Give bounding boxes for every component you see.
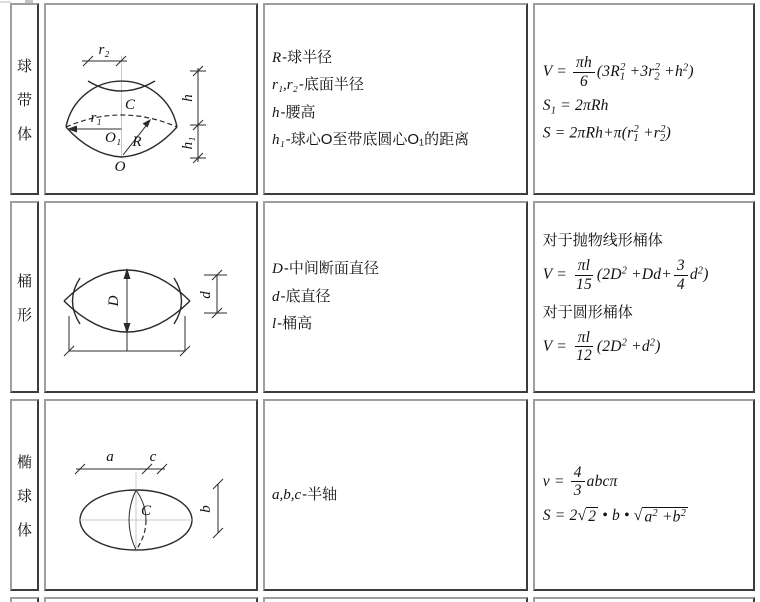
definition-line: [272, 47, 522, 70]
formulas-cell: [533, 201, 755, 393]
geometry-formula-table: [5, 0, 760, 602]
dim-label-r1: r₁: [90, 110, 102, 126]
definition-line: [272, 129, 522, 152]
definition-text: -底面半径: [298, 76, 364, 93]
definition-text: -中间断面直径: [283, 260, 379, 278]
symbol: l: [272, 316, 277, 333]
definition-text: -球半径: [282, 48, 333, 66]
shape-name-char: 球: [16, 57, 32, 75]
ellipsoid-diagram: [46, 402, 256, 588]
definition-line: [272, 74, 522, 97]
shape-name: [12, 55, 37, 144]
shape-name-cell: [10, 399, 39, 591]
point-label-O1: O₁: [105, 130, 122, 146]
formulas-cell: [533, 597, 755, 602]
formula: v = $\frac{4}{3}$ abcπ: [542, 463, 618, 500]
formula-caption: 对于圆形桶体: [542, 303, 633, 321]
definition-line: [272, 258, 522, 281]
symbol: r₁,r₂: [272, 77, 298, 93]
dim-label-a: a: [106, 449, 114, 465]
shape-name-cell: [10, 3, 39, 195]
definitions-cell: [263, 201, 528, 393]
shape-name-char: 形: [16, 306, 32, 324]
definition-text: -腰高: [280, 103, 316, 121]
symbol: d: [272, 288, 280, 305]
dim-label-D: D: [106, 295, 122, 307]
shape-name-cell: [10, 597, 39, 602]
dim-label-r2: r₂: [98, 42, 110, 58]
barrel-diagram: [46, 204, 256, 390]
formula: $S_1 = 2\pi Rh$: [542, 97, 609, 118]
shape-name: [12, 451, 37, 540]
symbol: D: [272, 261, 283, 278]
dim-label-h: h: [180, 94, 196, 102]
table-row-clipped: [10, 597, 755, 602]
table-row-ellipsoid: [10, 399, 755, 591]
dim-label-b: b: [198, 505, 214, 513]
symbol: a,b,c: [272, 486, 302, 503]
definition-line: [272, 286, 522, 309]
diagram-cell: [44, 399, 258, 591]
definition-text: -底直径: [280, 287, 331, 305]
table-row-barrel: [10, 201, 755, 393]
definition-line: [272, 484, 522, 507]
diagram-cell: [44, 597, 258, 602]
formula: V = $\frac{\pi l}{12}$ $(2D^2 +d^2)$: [542, 328, 661, 365]
shape-name-char: 椭: [16, 453, 32, 471]
shape-name-char: 球: [16, 487, 32, 505]
diagram-cell: [44, 201, 258, 393]
formula: S = 2√ 2 • b • √ $a^2 +b^2$: [542, 507, 687, 526]
formulas-cell: [533, 3, 755, 195]
table-edge-artifact: [25, 0, 33, 3]
symbol: h: [272, 104, 280, 121]
point-label-C: C: [125, 97, 136, 113]
formula: V = $\frac{\pi l}{15}$ ($2D^2 +Dd+$ $\frac{3}{4}$ $d^2$): [542, 256, 709, 293]
definition-line: [272, 313, 522, 336]
point-label-C: C: [141, 503, 152, 519]
point-label-O: O: [114, 159, 126, 175]
dim-label-h1: h₁: [180, 136, 196, 150]
table-edge-artifact: [0, 1, 11, 3]
definition-text: -半轴: [302, 485, 338, 503]
dim-label-R: R: [132, 134, 142, 150]
symbol: h₁: [272, 132, 285, 148]
dim-label-d: d: [198, 291, 214, 299]
shape-name-char: 体: [16, 125, 32, 143]
formula: V = $\frac{\pi h}{6}$ $(3R_1^2 +3r_2^2 +h^2)$: [542, 53, 694, 90]
symbol: R: [272, 49, 282, 66]
shape-name-cell: [10, 201, 39, 393]
table-body: [10, 3, 755, 602]
definition-text: -球心O至带底圆心O₁的距离: [285, 131, 470, 148]
definitions-cell: [263, 3, 528, 195]
table-row-spherical-zone: [10, 3, 755, 195]
definitions-cell: [263, 399, 528, 591]
shape-name: [12, 270, 37, 325]
definition-text: -桶高: [277, 315, 313, 333]
definitions-cell: [263, 597, 528, 602]
formula: $S = 2\pi Rh+\pi(r_1^2 +r_2^2)$: [542, 124, 672, 145]
diagram-cell: [44, 3, 258, 195]
shape-name-char: 桶: [16, 272, 32, 290]
formulas-cell: [533, 399, 755, 591]
formula-caption: 对于抛物线形桶体: [542, 231, 663, 249]
shape-name-char: 体: [16, 521, 32, 539]
definition-line: [272, 102, 522, 125]
shape-name-char: 带: [16, 91, 32, 109]
dim-label-c: c: [149, 449, 157, 465]
spherical-zone-diagram: [46, 6, 256, 192]
